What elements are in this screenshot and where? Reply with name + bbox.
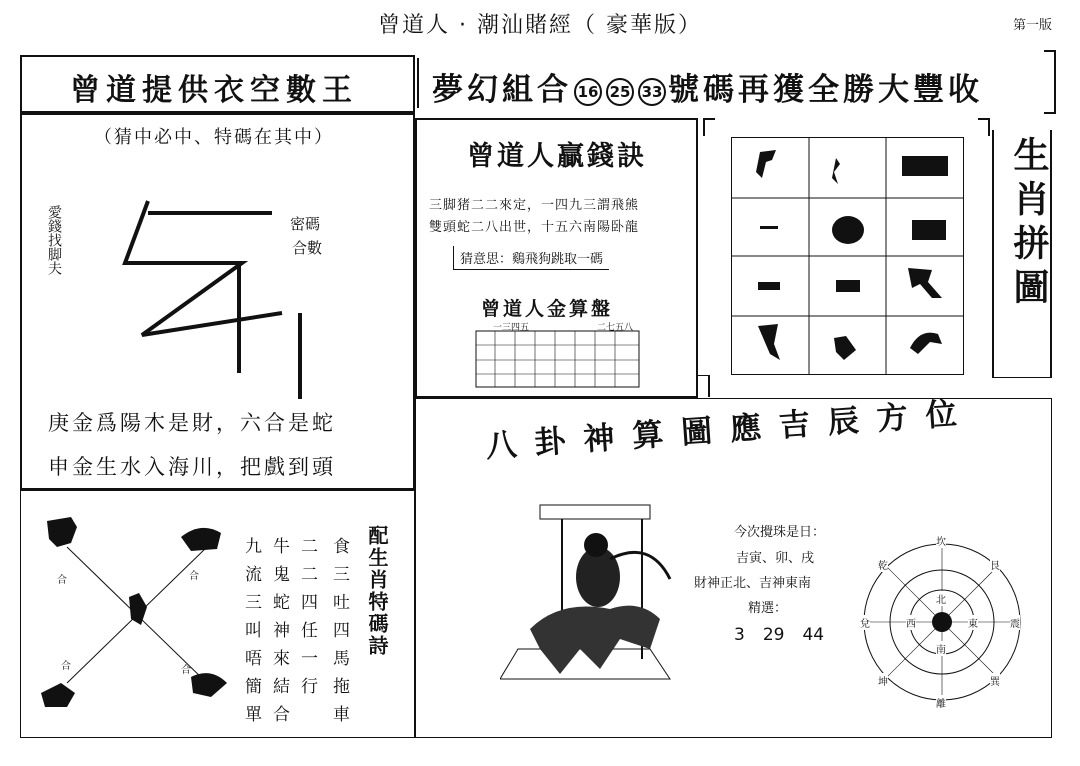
poem-title: 配生肖特碼詩 [365,525,389,657]
puzzle-piece [834,336,856,360]
left-panel-subtitle: （猜中必中、特碼在其中） [94,127,334,148]
puzzle-piece [836,280,860,292]
trigram-zhen: 震 [1010,615,1020,630]
trigram-kun: 坤 [878,673,888,688]
selected-numbers [734,625,824,645]
poem-column: 牛鬼蛇神來結合 [273,537,290,725]
banner-right-rule [1044,50,1056,114]
page-header: 曾道人 · 潮汕賭經（ 豪華版） [378,13,702,38]
rat-icon [191,673,227,697]
ball-number: 16 [574,78,602,106]
banner-text-before: 夢幻組合 [432,72,572,108]
abacus-right-label: 二七五八 [597,323,634,333]
puzzle-piece [912,220,946,240]
secret-line-1: 三脚猪二二來定，一四九三謂飛熊 [429,198,640,213]
secret-panel-right-rule [698,375,710,397]
puzzle-piece [758,282,780,290]
direction-south: 南 [936,641,946,656]
abacus-title: 曾道人金算盤 [481,298,614,320]
bagua-panel [415,394,1052,738]
abacus-grid [475,330,640,388]
left-panel-title: 曾道提供衣空數王 [70,73,358,108]
trigram-dui: 兌 [860,615,870,630]
selected-number: 3 [734,625,745,645]
puzzle-pieces [732,138,963,374]
puzzle-piece [910,333,942,354]
god-direction-text: 財神正北、吉神東南 [694,576,812,591]
left-title-box [20,55,415,113]
animals-poem-panel [20,490,415,738]
selected-number: 29 [762,625,785,645]
secret-title: 曾道人贏錢訣 [467,141,647,172]
side-caption: 愛錢找脚夫 [46,205,62,275]
ox-icon [181,528,221,551]
edition-label: 第一版 [1012,18,1052,33]
puzzle-piece [832,216,864,244]
direction-east: 東 [968,615,978,630]
lightning-stroke [125,201,282,335]
verse-line-2: 申金生水入海川，把戲到頭 [48,455,336,479]
label-sum: 合數 [292,239,323,257]
selected-number: 44 [802,625,825,645]
direction-west: 西 [906,615,916,630]
puzzle-bracket-right [978,118,990,136]
link-label: 合 [189,571,199,582]
link-label: 合 [61,661,71,672]
bagua-title: 八卦神算圖應吉辰方位 [484,394,976,465]
animal-cross-diagram [31,507,236,727]
ball-number: 25 [606,78,634,106]
label-password: 密碼 [290,215,321,233]
secret-line-2: 雙頭蛇二八出世，十五六南陽卧龍 [429,220,640,235]
archer-horseman-illustration [500,499,700,704]
puzzle-piece [760,226,778,229]
puzzle-piece [832,158,840,184]
secret-hint: 猜意思：鷄飛狗跳取一碼 [453,246,609,270]
verse-line-1: 庚金爲陽木是財，六合是蛇 [48,411,336,435]
poem-column: 食三吐四馬拖車 [333,537,350,725]
bagua-wheel [860,537,1022,710]
poem-column: 二二四任一行 [301,537,318,697]
zodiac-puzzle-label: 生肖拼圖 [1008,136,1049,312]
secret-panel [415,118,698,398]
banner-text-after: 號碼再獲全勝大豐收 [668,72,983,108]
puzzle-piece [758,324,780,360]
ball-number: 33 [638,78,666,106]
banner-left-rule [417,58,419,108]
poem-column: 九流三叫唔簡單 [245,537,262,725]
lucky-hours-text: 吉寅、卯、戌 [736,551,815,566]
link-label: 合 [181,665,191,676]
link-label: 合 [57,575,67,586]
goat-icon [47,517,77,547]
puzzle-bracket-left [703,118,715,136]
zodiac-puzzle-grid [731,137,964,375]
trigram-kan: 坎 [936,533,946,548]
trigram-gen: 艮 [990,557,1000,572]
left-number-panel [20,113,415,490]
puzzle-piece [756,150,776,178]
puzzle-piece [902,156,948,176]
trigram-li: 離 [936,695,946,710]
dog-icon [41,683,75,707]
draw-day-text: 今次攪珠是日： [734,525,826,540]
dream-combo-banner [432,64,983,109]
trigram-qian: 乾 [878,557,888,572]
abacus-left-label: 一三四五 [493,323,530,333]
puzzle-piece [908,268,942,298]
trigram-xun: 巽 [990,673,1000,688]
selection-label: 精選： [748,601,788,616]
direction-north: 北 [936,591,946,606]
